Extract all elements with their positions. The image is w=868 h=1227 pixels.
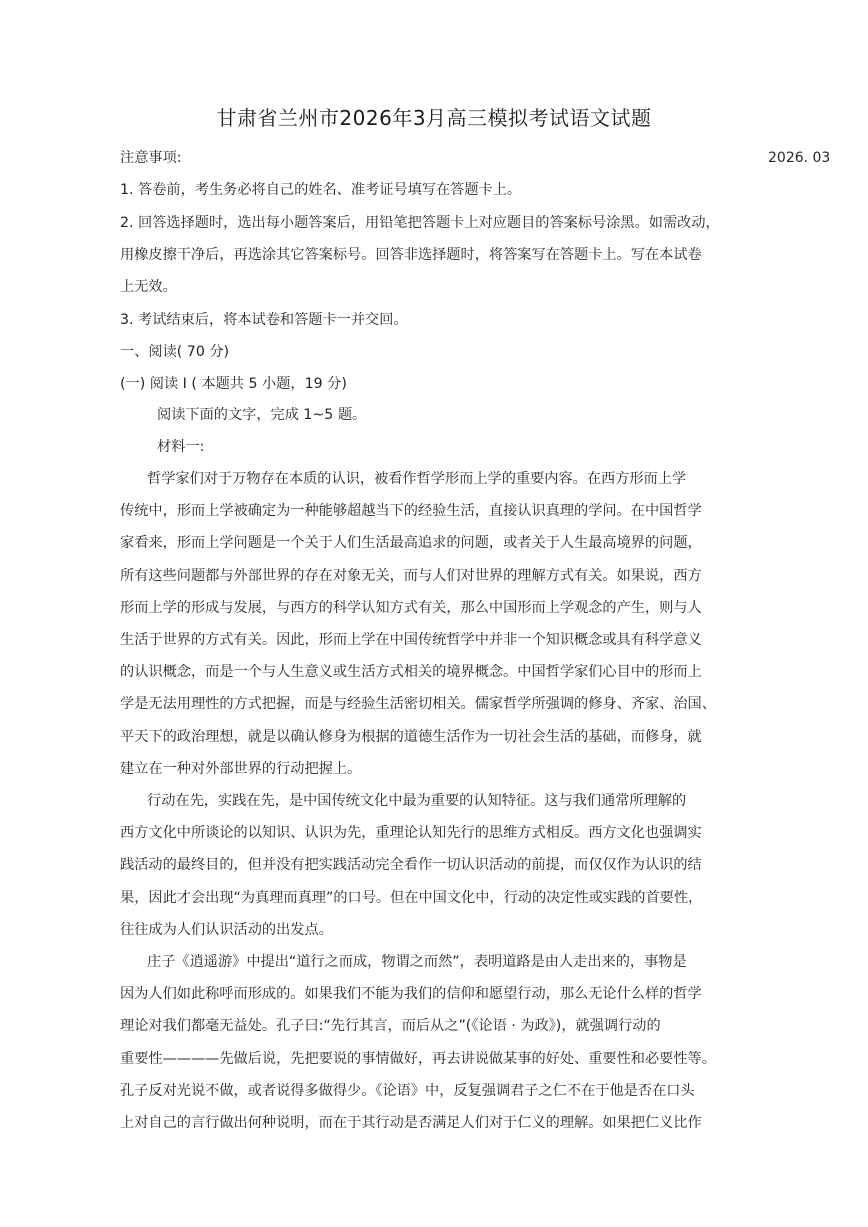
- paragraph-3-line: 庄子《逍遥游》中提出“道行之而成，物谓之而然”，表明道路是由人走出来的，事物是: [147, 954, 687, 970]
- instruction-item-3: 3. 考试结束后，将本试卷和答题卡一并交回。: [120, 312, 408, 328]
- paragraph-1-line: 平天下的政治理想，就是以确认修身为根据的道德生活作为一切社会生活的基础，而修身，就: [120, 729, 702, 745]
- instruction-item-2-line-3: 上无效。: [120, 279, 177, 295]
- paragraph-3-line: 理论对我们都毫无益处。孔子曰:“先行其言，而后从之”(《论语 · 为政》)，就强调行动的: [120, 1018, 661, 1034]
- material-label: 材料一:: [157, 439, 205, 455]
- paragraph-1-line: 哲学家们对于万物存在本质的认识，被看作哲学形而上学的重要内容。在西方形而上学: [147, 471, 687, 487]
- paragraph-2-line: 西方文化中所谈论的以知识、认识为先，重理论认知先行的思维方式相反。西方文化也强调实: [120, 825, 702, 841]
- paragraph-3-line: 因为人们如此称呼而形成的。如果我们不能为我们的信仰和愿望行动，那么无论什么样的哲学: [120, 986, 702, 1002]
- paragraph-1-line: 家看来，形而上学问题是一个关于人们生活最高追求的问题，或者关于人生最高境界的问题，: [120, 535, 702, 551]
- paragraph-1-line: 所有这些问题都与外部世界的存在对象无关，而与人们对世界的理解方式有关。如果说，西方: [120, 568, 702, 584]
- instruction-item-2-line-2: 用橡皮擦干净后，再选涂其它答案标号。回答非选择题时，将答案写在答题卡上。写在本试卷: [120, 247, 702, 263]
- paragraph-1-line: 学是无法用理性的方式把握，而是与经验生活密切相关。儒家哲学所强调的修身、齐家、治国、: [120, 696, 716, 712]
- paragraph-1-line: 传统中，形而上学被确定为一种能够超越当下的经验生活，直接认识真理的学问。在中国哲学: [120, 503, 702, 519]
- paragraph-2-line: 践活动的最终目的，但并没有把实践活动完全看作一切认识活动的前提，而仅仅作为认识的结: [120, 857, 702, 873]
- instruction-item-1: 1. 答卷前，考生务必将自己的姓名、准考证号填写在答题卡上。: [120, 182, 522, 198]
- section-heading: 一、阅读( 70 分): [120, 344, 230, 360]
- paragraph-3-line: 上对自己的言行做出何种说明，而在于其行动是否满足人们对于仁义的理解。如果把仁义比作: [120, 1115, 702, 1131]
- paragraph-2-line: 行动在先，实践在先，是中国传统文化中最为重要的认知特征。这与我们通常所理解的: [147, 793, 687, 809]
- exam-date: 2026. 03: [768, 150, 831, 166]
- paragraph-3-line: 孔子反对光说不做，或者说得多做得少。《论语》中，反复强调君子之仁不在于他是否在口头: [120, 1083, 695, 1099]
- paragraph-1-line: 形而上学的形成与发展，与西方的科学认知方式有关，那么中国形而上学观念的产生，则与人: [120, 600, 702, 616]
- instruction-item-2-line-1: 2. 回答选择题时，选出每小题答案后，用铅笔把答题卡上对应题目的答案标号涂黑。如需改动，: [120, 215, 720, 231]
- paragraph-1-line: 建立在一种对外部世界的行动把握上。: [120, 761, 362, 777]
- paragraph-2-line: 果，因此才会出现“为真理而真理”的口号。但在中国文化中，行动的决定性或实践的首要性，: [120, 890, 703, 906]
- paragraph-2-line: 往往成为人们认识活动的出发点。: [120, 922, 333, 938]
- paragraph-3-line: 重要性————先做后说，先把要说的事情做好，再去讲说做某事的好处、重要性和必要性等。: [120, 1051, 716, 1067]
- paragraph-1-line: 的认识概念，而是一个与人生意义或生活方式相关的境界概念。中国哲学家们心目中的形而上: [120, 664, 702, 680]
- exam-title: 甘肃省兰州市2026年3月高三模拟考试语文试题: [216, 106, 652, 130]
- notice-heading: 注意事项:: [120, 150, 182, 166]
- reading-prompt: 阅读下面的文字，完成 1~5 题。: [157, 407, 367, 423]
- subsection-heading: (一) 阅读 I ( 本题共 5 小题，19 分): [120, 376, 347, 392]
- paragraph-1-line: 生活于世界的方式有关。因此，形而上学在中国传统哲学中并非一个知识概念或具有科学意义: [120, 632, 702, 648]
